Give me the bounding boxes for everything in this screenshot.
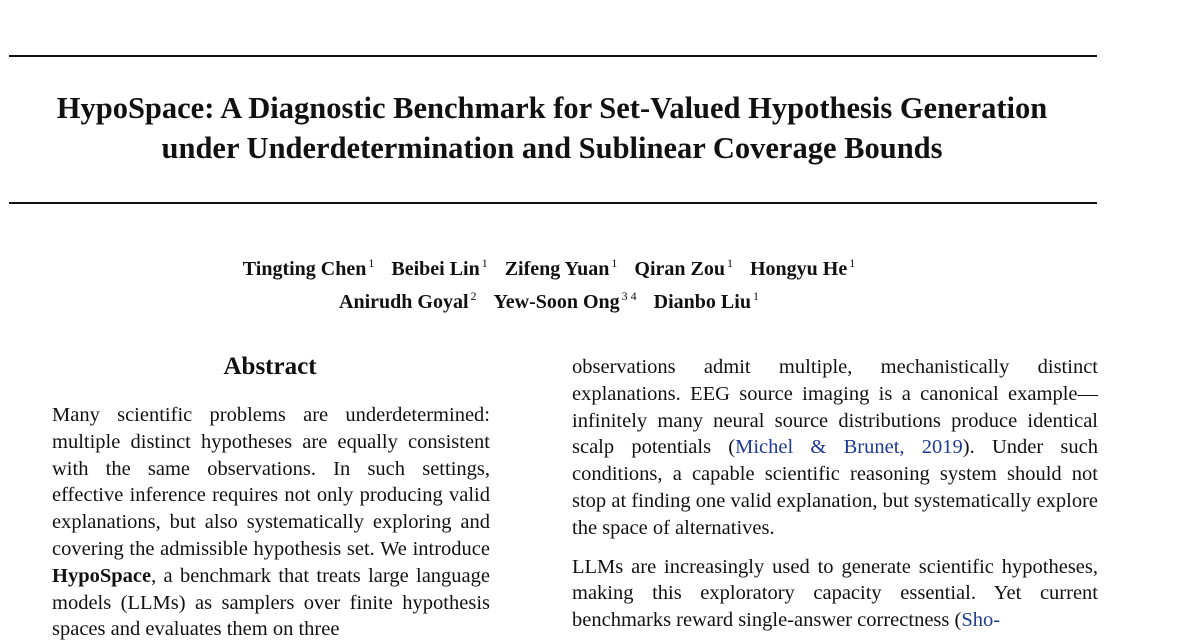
title-line-1: HypoSpace: A Diagnostic Benchmark for Set-Valued Hypothesis Generation [56, 91, 1048, 125]
paragraph-text: LLMs are increasingly used to generate scientific hypotheses, making this exploratory capacity essential. Yet current benchmarks reward single-answer correctness ( [572, 555, 1098, 632]
affiliation-mark: 1 [368, 256, 375, 270]
author [750, 258, 855, 280]
citation-link[interactable]: Sho- [961, 609, 1001, 632]
author-name: Zifeng Yuan [504, 258, 610, 280]
affiliation-mark: 2 [470, 289, 477, 303]
affiliation-mark: 1 [726, 256, 733, 270]
affiliation-mark: 1 [752, 289, 759, 303]
author [654, 291, 759, 313]
abstract-paragraph [52, 402, 490, 643]
author [339, 291, 476, 313]
abstract-body [52, 402, 490, 643]
author-name: Tingting Chen [242, 258, 367, 280]
paragraph-text: observations admit multiple, mechanistically distinct explanations. EEG source imaging is a canonical example—infinitely many neural source distributions produce identical scalp potentials ( [572, 356, 1098, 459]
abstract-text: Many scientific problems are underdetermined: multiple distinct hypotheses are equally consistent with the same observations. In such settings, effective inference requires not only producing valid explanations, but also systematically exploring and covering the admissible hypothesis set. We introduce [52, 404, 490, 560]
benchmark-name: HypoSpace [52, 564, 152, 587]
author-name: Dianbo Liu [653, 291, 751, 313]
intro-paragraph-2 [572, 554, 1098, 634]
affiliation-mark: 1 [481, 256, 488, 270]
author-name: Anirudh Goyal [339, 291, 469, 313]
abstract-heading: Abstract [223, 353, 317, 380]
author-name: Yew-Soon Ong [493, 291, 620, 313]
author-name: Qiran Zou [634, 258, 725, 280]
citation-link[interactable]: Michel & Brunet, 2019 [735, 436, 963, 459]
abstract-text-continued: , a benchmark that treats large language models (LLMs) as samplers over finite hypothesis spaces and evaluates them on three [52, 564, 490, 641]
author [243, 258, 375, 280]
author-name: Beibei Lin [391, 258, 480, 280]
bottom-rule [9, 202, 1097, 204]
author [505, 258, 618, 280]
affiliation-mark: 1 [611, 256, 618, 270]
author-row-1 [0, 250, 1098, 283]
title-line-2: under Underdetermination and Sublinear Coverage Bounds [161, 131, 943, 165]
author-list [0, 250, 1098, 316]
author [634, 258, 733, 280]
author-name: Hongyu He [749, 258, 848, 280]
intro-column [572, 354, 1098, 634]
author [494, 291, 637, 313]
author [391, 258, 487, 280]
top-rule [9, 55, 1097, 57]
affiliation-mark: 1 [849, 256, 856, 270]
paper-title [0, 88, 1104, 168]
intro-paragraph-1 [572, 354, 1098, 542]
affiliation-mark: 3 4 [621, 289, 637, 303]
paragraph-text: ). Under such conditions, a capable scientific reasoning system should not stop at finding one valid explanation, but systematically explore the space of alternatives. [572, 436, 1098, 539]
author-row-2 [0, 283, 1098, 316]
